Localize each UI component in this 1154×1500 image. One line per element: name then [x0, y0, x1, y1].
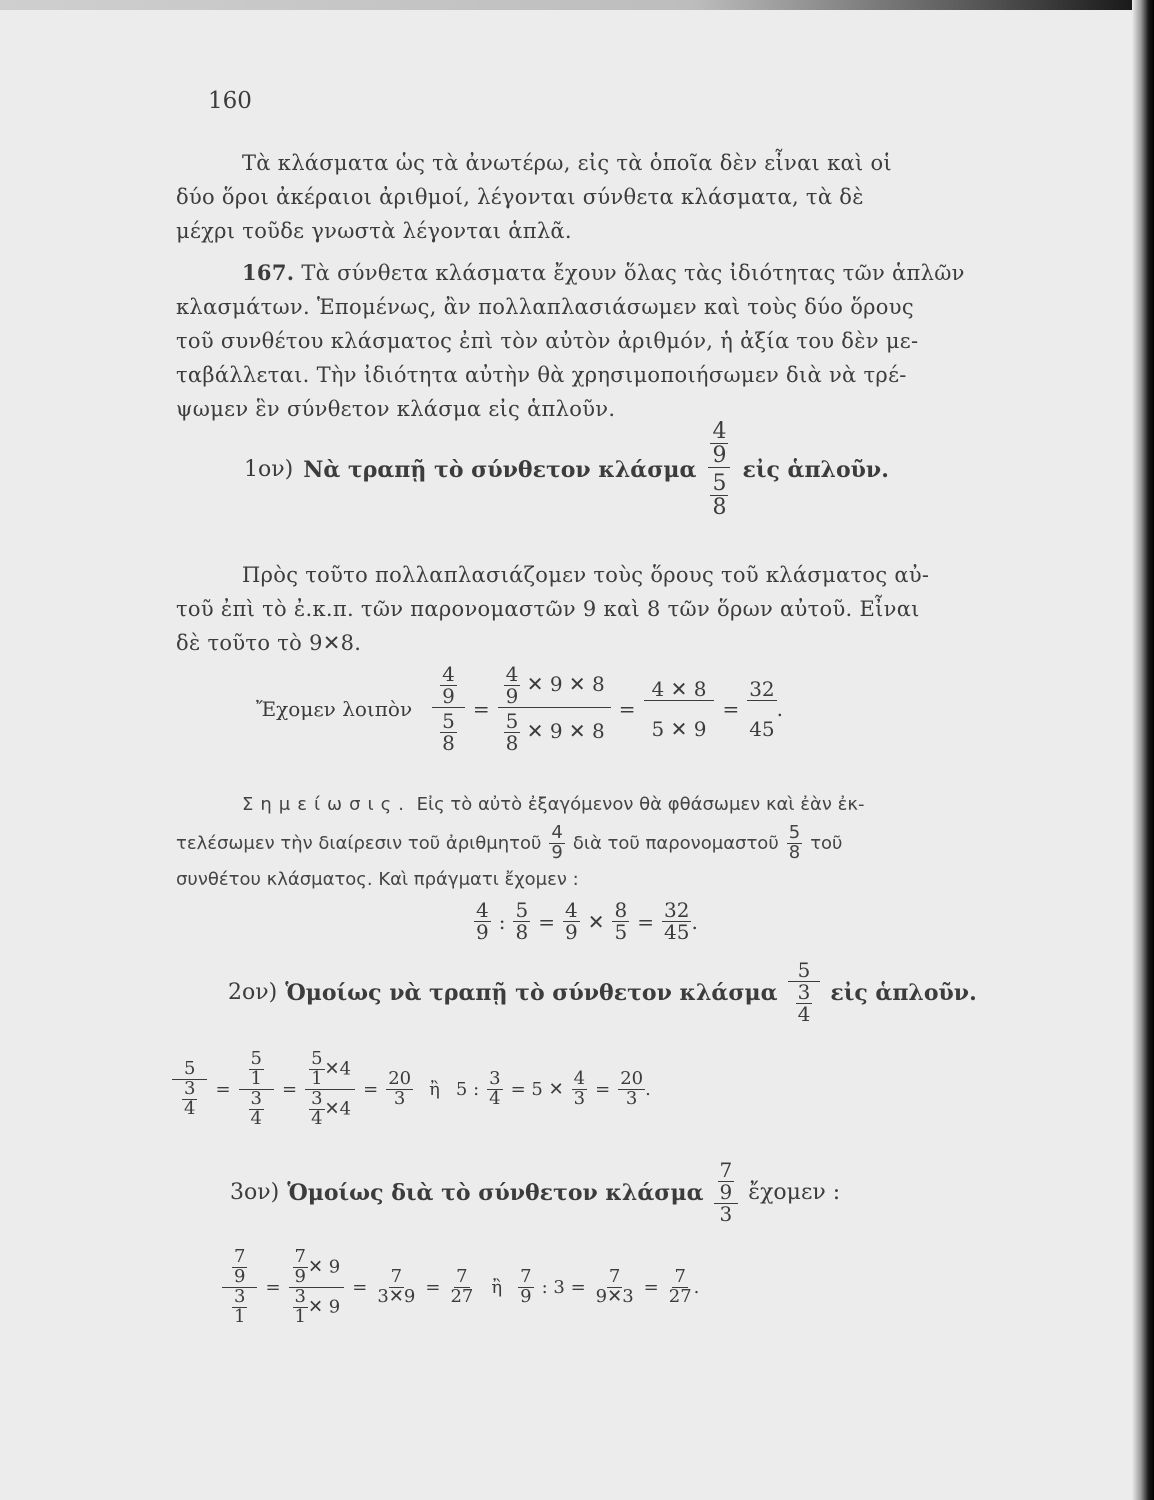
section-line: κλασμάτων. Ἑπομένως, ἂν πολλαπλασιάσωμεν καὶ τοὺς δύο ὅρους — [176, 295, 914, 319]
example3-heading — [230, 1160, 840, 1225]
example1-suffix: εἰς ἁπλοῦν. — [742, 456, 889, 483]
explanation-line: Πρὸς τοῦτο πολλαπλασιάζομεν τοὺς ὅρους τοῦ κλάσματος αὐ- — [242, 563, 930, 587]
note-label: Σημείωσις. — [242, 794, 411, 815]
example3-label: 3ον) — [230, 1180, 280, 1205]
example3-equation: $\frac{\frac{7}{9}}{\frac{3}{1}}$ = $\frac{7}{9}$ ✕ 9 $\frac{3}{1}$ ✕ 9 = $\frac{7}{3✕9}$ = $\frac{7}{27}$ ἢ $\frac{7}{9}$ : 3 = $\frac{7}{9✕3}$ = $\frac{7}{27}$ . — [222, 1248, 699, 1327]
section-167-first-line — [176, 256, 1154, 290]
note-line: Εἰς τὸ αὐτὸ ἐξαγόμενον θὰ φθάσωμεν καὶ ἐὰν ἐκ- — [416, 794, 865, 815]
example2-label: 2ον) — [228, 980, 278, 1005]
note-line-2: τελέσωμεν τὴν διαίρεσιν τοῦ ἀριθμητοῦ $\frac{4}{9}$ διὰ τοῦ παρονομαστοῦ $\frac{5}{8}$ τοῦ — [176, 822, 843, 863]
example2-equation: $\frac{5}{\frac{3}{4}}$ = $\frac{\frac{5}{1}}{\frac{3}{4}}$ = $\frac{5}{1}$ ✕4 $\frac{3}{4}$ ✕4 = $\frac{20}{3}$ ἢ 5 : $\frac{3}{4}$ = 5 ✕ $\frac{4}{3}$ = $\frac{20}{3}$ . — [172, 1050, 651, 1129]
note-line-3: συνθέτου κλάσματος. Καὶ πράγματι ἔχομεν : — [176, 868, 579, 890]
page-number: 160 — [208, 88, 252, 114]
example1-compound-fraction: $\frac{\frac{4}{9}}{\frac{5}{8}}$ — [708, 420, 730, 519]
section-line: ψωμεν ἓν σύνθετον κλάσμα εἰς ἁπλοῦν. — [176, 397, 616, 421]
result-fraction: $\frac{32}{45}$ — [749, 676, 775, 741]
example3-suffix: ἔχομεν : — [748, 1180, 841, 1205]
section-167 — [176, 256, 1154, 426]
example1-equation: Ἔχομεν λοιπὸν $\frac{\frac{4}{9}}{\frac{5}{8}}$ = $\frac{4}{9}$ ✕ 9 ✕ 8 $\frac{5}{8}$ ✕ 9 ✕ 8 = $\frac{4 ✕ 8}{5 ✕ 9}$ = $\frac{32}{45}$ . — [256, 662, 784, 755]
division-equation: $\frac{4}{9}$ : $\frac{5}{8}$ = $\frac{4}{9}$ ✕ $\frac{8}{5}$ = $\frac{32}{45}$ . — [476, 898, 698, 944]
note-paragraph — [176, 790, 1138, 890]
example3-title: Ὁμοίως διὰ τὸ σύνθετον κλάσμα — [287, 1179, 704, 1206]
intro-line: Τὰ κλάσματα ὡς τὰ ἀνωτέρω, εἰς τὰ ὁποῖα δὲν εἶναι καὶ οἱ — [242, 151, 892, 175]
compound-fraction: $\frac{\frac{4}{9}}{\frac{5}{8}}$ — [432, 664, 465, 754]
example2-title: Ὁμοίως νὰ τραπῇ τὸ σύνθετον κλάσμα — [285, 979, 778, 1006]
section-line: ταβάλλεται. Τὴν ἰδιότητα αὐτὴν θὰ χρησιμοποιήσωμεν διὰ νὰ τρέ- — [176, 363, 907, 387]
example1-label: 1ον) — [244, 457, 294, 483]
product-fraction: $\frac{4 ✕ 8}{5 ✕ 9}$ — [644, 679, 715, 740]
explanation-line: δὲ τοῦτο τὸ 9✕8. — [176, 631, 362, 655]
example2-suffix: εἰς ἁπλοῦν. — [830, 979, 977, 1006]
equation-label: Ἔχομεν λοιπὸν — [256, 697, 413, 721]
example1-heading — [244, 420, 889, 519]
example2-compound-fraction: $\frac{5}{\frac{3}{4}}$ — [788, 960, 821, 1025]
example1-title: Νὰ τραπῇ τὸ σύνθετον κλάσμα — [303, 456, 697, 483]
example2-heading — [228, 960, 977, 1025]
intro-paragraph — [176, 146, 1154, 248]
explanation-line: τοῦ ἐπὶ τὸ ἐ.κ.π. τῶν παρονομαστῶν 9 καὶ 8 τῶν ὅρων αὐτοῦ. Εἶναι — [176, 597, 920, 621]
example1-explanation — [176, 558, 1154, 660]
example3-compound-fraction: $\frac{\frac{7}{9}}{3}$ — [714, 1160, 739, 1225]
section-line: Τὰ σύνθετα κλάσματα ἔχουν ὅλας τὰς ἰδιότητας τῶν ἁπλῶν — [301, 261, 965, 285]
section-line: τοῦ συνθέτου κλάσματος ἐπὶ τὸν αὐτὸν ἀριθμόν, ἡ ἀξία του δὲν με- — [176, 329, 919, 353]
scan-top-edge — [0, 0, 1154, 10]
intro-line: δύο ὅροι ἀκέραιοι ἀριθμοί, λέγονται σύνθετα κλάσματα, τὰ δὲ — [176, 185, 864, 209]
multiplied-fraction: $\frac{4}{9}$ ✕ 9 ✕ 8 $\frac{5}{8}$ ✕ 9 ✕ 8 — [498, 664, 611, 754]
section-number: 167. — [242, 260, 295, 285]
intro-line: μέχρι τοῦδε γνωστὰ λέγονται ἁπλᾶ. — [176, 219, 572, 243]
